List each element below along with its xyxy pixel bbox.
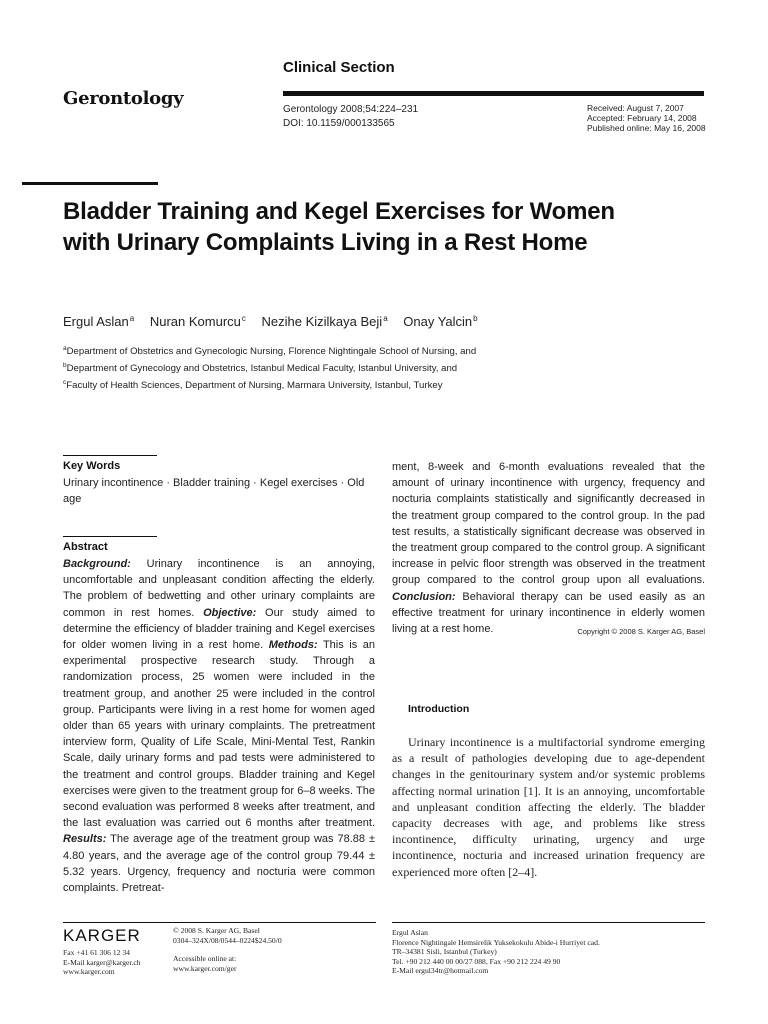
footer-rule-left [63, 922, 376, 923]
keywords-text: Urinary incontinence · Bladder training · Kegel exercises · Old age [63, 477, 365, 505]
copyright-block: © 2008 S. Karger AG, Basel 0304–324X/08/0544–0224$24.50/0 Accessible online at: www.karger.com/ger [173, 926, 282, 973]
header-rule [283, 91, 704, 96]
affiliations [63, 342, 476, 394]
citation-line: Gerontology 2008;54:224–231 [283, 104, 419, 115]
author: Nezihe Kizilkaya Beji$^a$ [261, 314, 388, 330]
introduction-text: Urinary incontinence is a multifactorial syndrome emerging as a result of pathologies developing due to age-dependent changes in the genitourinary system and/or systemic problems affecting normal urination [1]. It is an annoying, uncomfortable and unpleasant condition affecting the elderly. The bladder capacity decreases with age, and problems like stress incontinence, difficulty urinating, urgency and urge incontinence, nocturia and increased urination frequency are experienced more often [2–4]. [392, 735, 705, 879]
publisher-web[interactable]: www.karger.com [63, 967, 115, 977]
article-title: Bladder Training and Kegel Exercises for Women with Urinary Complaints Living in a Rest Home [63, 198, 615, 256]
karger-logo: KARGER [63, 926, 141, 945]
author: Onay Yalcin$^b$ [403, 314, 478, 330]
publisher-email[interactable]: E-Mail karger@karger.ch [63, 957, 141, 967]
results-label: Results: [63, 833, 107, 846]
published-date: Published online: May 16, 2008 [587, 123, 706, 133]
publisher-contact: Fax +41 61 306 12 34 E-Mail karger@karger.ch www.karger.com [63, 948, 141, 977]
results-continued: ment, 8-week and 6-month evaluations revealed that the amount of urinary incontinence with urgency, frequency and nocturia complaints statistically and significantly decreased in the treatment group compared to the control group. In the pad test results, a statistically significant decrease was observed in the treatment group compared to the control group. A significant increase in pelvic floor strength was observed in the treatment group compared to the control group upon all evaluations. [392, 461, 705, 587]
introduction-heading: Introduction [408, 703, 470, 715]
abstract-copyright: Copyright © 2008 S. Karger AG, Basel [577, 627, 705, 637]
section-title: Clinical Section [283, 59, 395, 76]
author-list [63, 314, 490, 329]
footer-rule-right [392, 922, 705, 923]
abstract-rule [63, 536, 157, 537]
keywords-rule [63, 455, 157, 456]
background-label: Background: [63, 558, 131, 570]
correspondence-email[interactable]: E-Mail ergul34tr@hotmail.com [392, 966, 489, 976]
author: Nuran Komurcu$^c$ [149, 314, 246, 330]
journal-logo: Gerontology [63, 88, 184, 109]
abstract-left-column: Background: Urinary incontinence is an annoying, uncomfortable and unpleasant condition affecting the elderly. The problem of bedwetting and other urinary complaints are common in rest homes. Objective: Our study aimed to determine the efficiency of bladder training and Kegel exercises for older women living in a rest home. Methods: This is an experimental prospective research study. Through a randomization process, 25 women were included in the treatment group, and another 25 were included in the control group. Participants were living in a rest home for women aged older than 65 years with urinary complaints. The pretreatment interview form, Quality of Life Scale, Mini-Mental Test, Rankin Scale, daily urinary forms and pad tests were administered to the treatment and control groups. Bladder training and Kegel exercises were given to the treatment group for 6–8 weeks. The second evaluation was performed 8 weeks after treatment, and the last evaluation was carried out 6 months after treatment. Results: The average age of the treatment group was 78.88 ± 4.80 years, and the average age of the control group 79.44 ± 5.32 years. Urgency, frequency and nocturia were common complaints. Pretreat- [63, 558, 375, 895]
affiliation: $^b$Department of Gynecology and Obstetrics, Istanbul Medical Faculty, Istanbul University, and [63, 362, 458, 375]
affiliation: $^c$Faculty of Health Sciences, Department of Nursing, Marmara University, Istanbul, Turkey [63, 379, 443, 392]
access-url[interactable]: www.karger.com/ger [173, 963, 237, 973]
title-rule [22, 182, 158, 185]
keywords-heading: Key Words [63, 460, 121, 472]
abstract-heading: Abstract [63, 541, 108, 553]
conclusion-label: Conclusion: [392, 590, 456, 603]
accepted-date: Accepted: February 14, 2008 [587, 113, 697, 123]
affiliation: $^a$Department of Obstetrics and Gynecologic Nursing, Florence Nightingale School of Nursing, and [63, 345, 477, 358]
publication-dates [587, 103, 706, 133]
received-date: Received: August 7, 2007 [587, 103, 684, 113]
citation [283, 103, 418, 131]
abstract-right-column: ment, 8-week and 6-month evaluations revealed that the amount of urinary incontinence with urgency, frequency and nocturia complaints statistically and significantly decreased in the treatment group compared to the control group. In the pad test results, a statistically significant decrease was observed in the treatment group compared to the control group. A significant increase in pelvic floor strength was observed in the treatment group compared to the control group upon all evaluations. Conclusion: Behavioral therapy can be used easily as an effective treatment for urinary incontinence in elderly women living at a rest home. Copyright © 2008 S. Karger AG, Basel [392, 459, 705, 640]
correspondence: Ergul Aslan Florence Nightingale Hemsirelik Yuksekokulu Abide-i Hurriyet cad. TR–34381 Sisli, Istanbul (Turkey) Tel. +90 212 440 00 00/27 088, Fax +90 212 224 49 90 E-Mail ergul34tr@hotmail.com [392, 928, 600, 976]
results-text: The average age of the treatment group was 78.88 ± 4.80 years, and the average age of the control group 79.44 ± 5.32 years. Urgency, frequency and nocturia were common complaints. Pretreat- [63, 833, 375, 895]
methods-label: Methods: [268, 639, 318, 652]
doi: DOI: 10.1159/000133565 [283, 118, 395, 129]
author: Ergul Aslan$^a$ [63, 314, 135, 330]
objective-label: Objective: [203, 606, 257, 619]
